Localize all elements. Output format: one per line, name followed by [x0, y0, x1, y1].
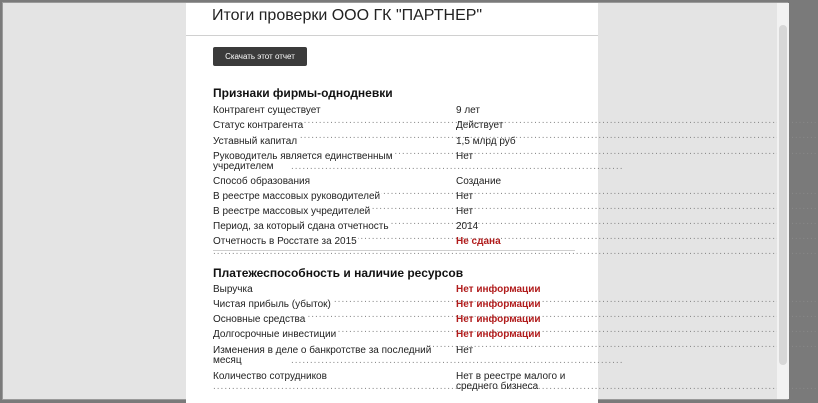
row-label-text: Долгосрочные инвестиции [213, 329, 337, 340]
report-panel [186, 3, 624, 403]
row-label-text: Статус контрагента [213, 120, 304, 131]
section-divider [213, 250, 575, 251]
browser-viewport [2, 2, 788, 400]
alert-value: Нет информации [456, 299, 541, 310]
alert-value: Нет информации [456, 329, 541, 340]
row-label-text: Уставный капитал [213, 136, 298, 147]
row-label-text: Количество сотрудников [213, 371, 327, 382]
row-label-text: Выручка [213, 284, 253, 295]
leader-dots: ........................................................................................ [291, 355, 624, 366]
row-value: Нет [456, 345, 474, 356]
row-label-text: Изменения в деле о банкротстве за последний месяц [213, 345, 432, 366]
row-label-text: Чистая прибыль (убыток) [213, 299, 331, 310]
row-label-text: Руководитель является единственным учредителем [213, 151, 393, 172]
row-value: Нет в реестре малого и среднего бизнеса [456, 371, 566, 392]
download-report-button[interactable]: Скачать этот отчет [213, 47, 307, 66]
row-value: Нет [456, 191, 474, 202]
leader-dots: ........................................................................................ [291, 161, 624, 172]
row-label-text: Отчетность в Росстате за 2015 [213, 236, 357, 247]
alert-value: Нет информации [456, 284, 541, 295]
row-value: Нет [456, 206, 474, 217]
row-label-text: В реестре массовых руководителей [213, 191, 381, 202]
row-value: Создание [456, 176, 502, 187]
row-label-text: В реестре массовых учредителей [213, 206, 371, 217]
row-value: Нет [456, 151, 474, 162]
row-label-text: Основные средства [213, 314, 306, 325]
scrollbar-thumb[interactable] [779, 25, 787, 365]
alert-value: Нет информации [456, 314, 541, 325]
row-value: 2014 [456, 221, 479, 232]
row-label-text: Способ образования [213, 176, 310, 187]
row-label-text: Период, за который сдана отчетность [213, 221, 389, 232]
alert-value: Не сдана [456, 236, 501, 247]
row-label [213, 372, 451, 392]
section-title-shell-company-signs: Признаки фирмы-однодневки [213, 86, 393, 100]
scrollbar[interactable] [777, 3, 789, 399]
title-divider [186, 35, 598, 36]
row-label-text: Контрагент существует [213, 105, 321, 116]
page-title: Итоги проверки ООО ГК "ПАРТНЕР" [212, 7, 483, 24]
row-value: Действует [456, 120, 504, 131]
row-value: 1,5 млрд руб [456, 136, 516, 147]
section-title-solvency: Платежеспособность и наличие ресурсов [213, 266, 464, 280]
row-value: 9 лет [456, 105, 480, 116]
row-label [213, 237, 451, 257]
